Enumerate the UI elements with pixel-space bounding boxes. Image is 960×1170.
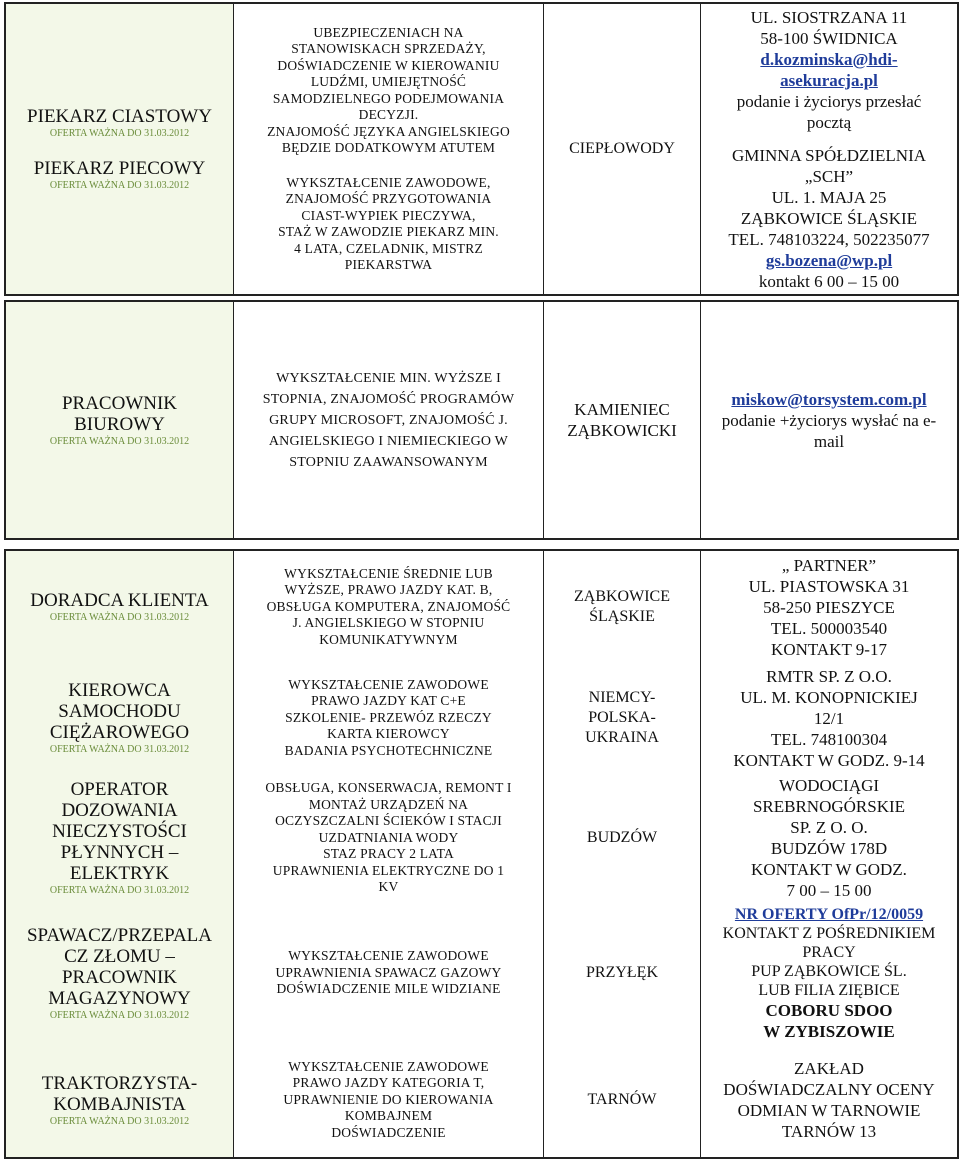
contact-cell bbox=[701, 302, 957, 538]
job-title: KIEROWCA bbox=[68, 680, 171, 701]
contact-line: KONTAKT W GODZ. 9-14 bbox=[733, 750, 925, 770]
job-title: SAMOCHODU bbox=[58, 701, 181, 722]
req-line: KOMBAJNEM bbox=[344, 1108, 433, 1124]
contact-line: TARNÓW 13 bbox=[781, 1122, 877, 1141]
contact-line: KONTAKT Z POŚREDNIKIEM bbox=[722, 924, 936, 942]
contact-line: TEL. 500003540 bbox=[770, 618, 888, 638]
contact-line: 12/1 bbox=[813, 708, 845, 728]
req-line: CIAST-WYPIEK PIECZYWA, bbox=[301, 207, 476, 223]
contact-note: mail bbox=[813, 431, 845, 451]
contact-line: RMTR SP. Z O.O. bbox=[766, 666, 892, 686]
req-line: KV bbox=[378, 879, 399, 895]
req-line: UBEZPIECZENIACH NA bbox=[313, 24, 464, 40]
contact-line: GMINNA SPÓŁDZIELNIA bbox=[731, 145, 927, 165]
req-line: STAZ PRACY 2 LATA bbox=[323, 846, 454, 862]
req-line: STANOWISKACH SPRZEDAŻY, bbox=[291, 41, 486, 56]
contact-line: TEL. 748103224, 502235077 bbox=[728, 229, 930, 249]
contact-line: UL. SIOSTRZANA 11 bbox=[750, 7, 908, 27]
req-line: WYKSZTAŁCENIE ŚREDNIE LUB bbox=[284, 565, 493, 581]
contact-line: LUB FILIA ZIĘBICE bbox=[758, 981, 900, 999]
place-cell bbox=[544, 551, 701, 663]
job-cell bbox=[6, 903, 234, 1043]
place-cell bbox=[544, 663, 701, 773]
email-link[interactable]: d.kozminska@hdi- bbox=[760, 49, 898, 69]
job-title: ELEKTRYK bbox=[69, 863, 170, 884]
req-line: PRAWO JAZDY KATEGORIA T, bbox=[292, 1075, 485, 1091]
req-line: WYKSZTAŁCENIE ZAWODOWE, bbox=[286, 174, 491, 190]
req-line: WYKSZTAŁCENIE ZAWODOWE bbox=[288, 1058, 489, 1074]
req-line: KARTA KIEROWCY bbox=[327, 726, 450, 742]
validity-note: OFERTA WAŻNA DO 31.03.2012 bbox=[49, 435, 190, 447]
job-cell bbox=[6, 4, 234, 294]
req-line: WYKSZTAŁCENIE MIN. WYŻSZE I bbox=[276, 370, 501, 386]
contact-cell bbox=[701, 663, 957, 773]
place-text: ZĄBKOWICE bbox=[574, 588, 670, 605]
req-line: DOŚWIADCZENIE W KIEROWANIU bbox=[277, 57, 500, 73]
req-line: PIEKARSTWA bbox=[344, 257, 433, 272]
req-line: ZNAJOMOŚĆ JĘZYKA ANGIELSKIEGO bbox=[267, 123, 510, 139]
req-line: KOMUNIKATYWNYM bbox=[319, 631, 458, 647]
contact-line: UL. 1. MAJA 25 bbox=[771, 187, 887, 207]
req-line: STOPNIU ZAAWANSOWANYM bbox=[289, 454, 488, 470]
job-title: KOMBAJNISTA bbox=[53, 1093, 186, 1115]
place-text: POLSKA- bbox=[588, 709, 656, 726]
requirements-cell bbox=[234, 663, 544, 773]
requirements-cell bbox=[234, 302, 544, 538]
job-title: CZ ZŁOMU – bbox=[64, 945, 175, 967]
place-text: BUDZÓW bbox=[586, 829, 658, 846]
contact-line: ZĄBKOWICE ŚLĄSKIE bbox=[740, 208, 918, 228]
contact-note: pocztą bbox=[806, 112, 852, 132]
validity-note: OFERTA WAŻNA DO 31.03.2012 bbox=[49, 1009, 190, 1021]
contact-hours: kontakt 6 00 – 15 00 bbox=[758, 271, 900, 291]
req-line: ANGIELSKIEGO I NIEMIECKIEGO W bbox=[268, 433, 509, 449]
job-title: NIECZYSTOŚCI bbox=[52, 821, 187, 842]
email-link[interactable]: asekuracja.pl bbox=[780, 70, 878, 90]
place-text: ŚLĄSKIE bbox=[589, 608, 655, 625]
job-cell bbox=[6, 1043, 234, 1157]
req-line: DOŚWIADCZENIE bbox=[331, 1124, 446, 1140]
req-line: ZNAJOMOŚĆ PRZYGOTOWANIA bbox=[285, 191, 492, 206]
validity-note: OFERTA WAŻNA DO 31.03.2012 bbox=[49, 128, 190, 139]
contact-line: SREBRNOGÓRSKIE bbox=[752, 797, 906, 816]
job-title: CIĘŻAROWEGO bbox=[49, 722, 190, 743]
contact-line: W ZYBISZOWIE bbox=[763, 1021, 895, 1041]
contact-line: 58-100 ŚWIDNICA bbox=[760, 28, 898, 48]
email-link[interactable]: miskow@torsystem.com.pl bbox=[731, 389, 927, 409]
requirements-cell bbox=[234, 551, 544, 663]
requirements-cell bbox=[234, 1043, 544, 1157]
validity-note: OFERTA WAŻNA DO 31.03.2012 bbox=[49, 612, 190, 623]
place-cell bbox=[544, 302, 701, 538]
contact-line: SP. Z O. O. bbox=[790, 818, 868, 837]
contact-line: UL. M. KONOPNICKIEJ bbox=[740, 687, 918, 707]
job-title: DOZOWANIA bbox=[61, 800, 178, 821]
contact-line: BUDZÓW 178D bbox=[770, 839, 888, 858]
req-line: DOŚWIADCZENIE MILE WIDZIANE bbox=[276, 981, 501, 997]
contact-cell bbox=[701, 1043, 957, 1157]
contact-line: DOŚWIADCZALNY OCENY bbox=[723, 1080, 935, 1099]
contact-line: COBORU SDOO bbox=[765, 1000, 893, 1020]
req-line: OCZYSZCZALNI ŚCIEKÓW I STACJI bbox=[275, 813, 502, 829]
job-title: PRACOWNIK bbox=[61, 392, 178, 414]
place-cell bbox=[544, 4, 701, 294]
job-title: OPERATOR bbox=[70, 779, 169, 800]
req-line: WYŻSZE, PRAWO JAZDY KAT. B, bbox=[284, 582, 493, 598]
contact-line: 58-250 PIESZYCE bbox=[763, 597, 895, 617]
validity-note: OFERTA WAŻNA DO 31.03.2012 bbox=[49, 744, 190, 755]
place-text: NIEMCY- bbox=[588, 689, 656, 706]
contact-cell bbox=[701, 773, 957, 903]
req-line: UPRAWNIENIA ELEKTRYCZNE DO 1 bbox=[272, 862, 505, 878]
req-line: GRUPY MICROSOFT, ZNAJOMOŚĆ J. bbox=[269, 412, 508, 428]
contact-line: „SCH” bbox=[804, 166, 854, 186]
req-line: SAMODZIELNEGO PODEJMOWANIA bbox=[272, 90, 505, 106]
table-block-1 bbox=[4, 2, 959, 296]
req-line: UPRAWNIENIA SPAWACZ GAZOWY bbox=[275, 964, 502, 980]
req-line: WYKSZTAŁCENIE ZAWODOWE bbox=[288, 676, 489, 692]
contact-line: UL. PIASTOWSKA 31 bbox=[748, 576, 910, 596]
email-link[interactable]: gs.bozena@wp.pl bbox=[765, 250, 893, 270]
job-cell bbox=[6, 551, 234, 663]
table-block-3 bbox=[4, 549, 959, 1159]
contact-cell bbox=[701, 903, 957, 1043]
place-cell bbox=[544, 773, 701, 903]
req-line: DECYZJI. bbox=[358, 107, 419, 122]
place-cell bbox=[544, 1043, 701, 1157]
job-title: PIEKARZ PIECOWY bbox=[33, 158, 206, 179]
requirements-cell bbox=[234, 4, 544, 294]
job-title: PŁYNNYCH – bbox=[60, 842, 179, 863]
req-line: PRAWO JAZDY KAT C+E bbox=[311, 693, 466, 709]
place-text: CIEPŁOWODY bbox=[569, 140, 675, 157]
contact-line: KONTAKT W GODZ. bbox=[751, 860, 907, 879]
requirements-cell bbox=[234, 773, 544, 903]
validity-note: OFERTA WAŻNA DO 31.03.2012 bbox=[49, 1115, 190, 1127]
req-line: SZKOLENIE- PRZEWÓZ RZECZY bbox=[285, 709, 492, 725]
req-line: BADANIA PSYCHOTECHNICZNE bbox=[284, 742, 493, 758]
contact-cell bbox=[701, 4, 957, 294]
req-line: STOPNIA, ZNAJOMOŚĆ PROGRAMÓW bbox=[262, 391, 515, 407]
job-cell bbox=[6, 773, 234, 903]
req-line: LUDŹMI, UMIEJĘTNOŚĆ bbox=[310, 74, 467, 89]
req-line: UZDATNIANIA WODY bbox=[318, 829, 459, 845]
req-line: STAŻ W ZAWODZIE PIEKARZ MIN. bbox=[278, 224, 499, 239]
validity-note: OFERTA WAŻNA DO 31.03.2012 bbox=[49, 180, 190, 191]
job-title: PIEKARZ CIASTOWY bbox=[27, 106, 212, 127]
contact-line: TEL. 748100304 bbox=[770, 729, 888, 749]
contact-line: ZAKŁAD bbox=[794, 1059, 864, 1078]
contact-line: „ PARTNER” bbox=[781, 555, 877, 575]
job-title: PRACOWNIK bbox=[61, 966, 178, 988]
place-text: UKRAINA bbox=[585, 729, 659, 746]
place-cell bbox=[544, 903, 701, 1043]
offer-number: NR OFERTY OfPr/12/0059 bbox=[734, 905, 924, 923]
req-line: OBSŁUGA KOMPUTERA, ZNAJOMOŚĆ bbox=[266, 598, 511, 614]
job-cell bbox=[6, 302, 234, 538]
req-line: MONTAŻ URZĄDZEŃ NA bbox=[308, 796, 469, 812]
place-text: KAMIENIEC bbox=[574, 400, 670, 419]
req-line: WYKSZTAŁCENIE ZAWODOWE bbox=[288, 948, 489, 964]
contact-line: ODMIAN W TARNOWIE bbox=[737, 1101, 921, 1120]
contact-line: PRACY bbox=[802, 943, 856, 961]
req-line: J. ANGIELSKIEGO W STOPNIU bbox=[292, 615, 485, 631]
req-line: UPRAWNIENIE DO KIEROWANIA bbox=[283, 1091, 494, 1107]
job-title: SPAWACZ/PRZEPALA bbox=[26, 924, 213, 946]
contact-line: KONTAKT 9-17 bbox=[771, 639, 887, 659]
req-line: OBSŁUGA, KONSERWACJA, REMONT I bbox=[265, 780, 512, 796]
place-text: PRZYŁĘK bbox=[586, 964, 658, 981]
req-line: 4 LATA, CZELADNIK, MISTRZ bbox=[294, 240, 483, 256]
contact-note: podanie +życiorys wysłać na e- bbox=[721, 410, 937, 430]
contact-line: WODOCIĄGI bbox=[778, 776, 880, 795]
place-text: TARNÓW bbox=[587, 1091, 657, 1108]
job-title: MAGAZYNOWY bbox=[48, 987, 191, 1009]
table-block-2 bbox=[4, 300, 959, 540]
contact-note: podanie i życiorys przesłać bbox=[736, 91, 922, 111]
req-line: BĘDZIE DODATKOWYM ATUTEM bbox=[281, 140, 496, 155]
contact-cell bbox=[701, 551, 957, 663]
job-title: TRAKTORZYSTA- bbox=[41, 1072, 198, 1094]
job-title: DORADCA KLIENTA bbox=[30, 590, 209, 611]
contact-line: PUP ZĄBKOWICE ŚL. bbox=[751, 962, 907, 980]
validity-note: OFERTA WAŻNA DO 31.03.2012 bbox=[49, 885, 190, 896]
place-text: ZĄBKOWICKI bbox=[567, 421, 677, 440]
requirements-cell bbox=[234, 903, 544, 1043]
contact-line: 7 00 – 15 00 bbox=[786, 881, 872, 900]
job-title: BIUROWY bbox=[74, 413, 165, 435]
job-cell bbox=[6, 663, 234, 773]
